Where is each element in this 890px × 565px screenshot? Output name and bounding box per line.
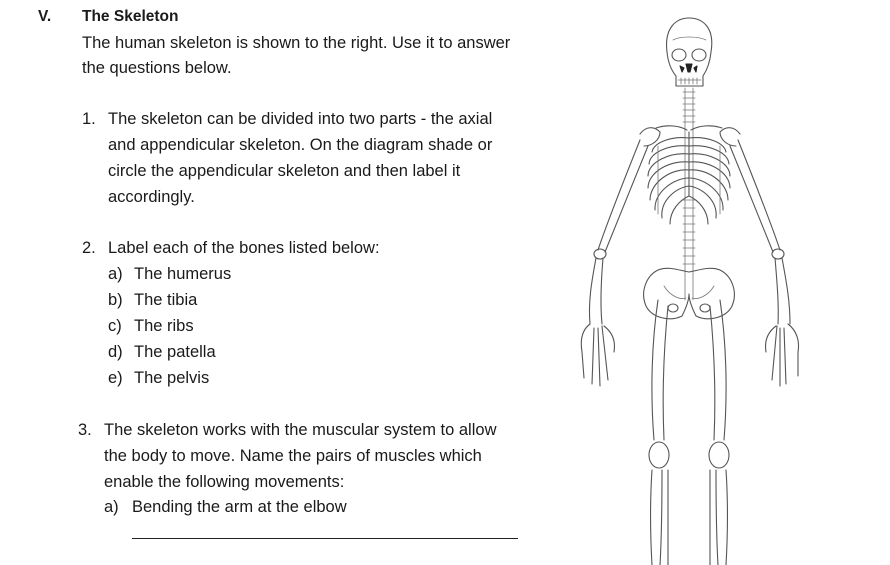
skeleton-diagram bbox=[570, 12, 840, 565]
item-letter: e) bbox=[108, 369, 123, 387]
item-letter: b) bbox=[108, 291, 123, 309]
item-letter: d) bbox=[108, 343, 123, 361]
item-letter: c) bbox=[108, 317, 122, 335]
section-number: V. bbox=[38, 8, 52, 25]
question-1-line: The skeleton can be divided into two parts - the axial bbox=[108, 110, 493, 128]
answer-line[interactable] bbox=[132, 538, 518, 539]
question-3-line: The skeleton works with the muscular system to allow bbox=[104, 421, 497, 439]
legs bbox=[649, 300, 729, 565]
intro-text-line-1: The human skeleton is shown to the right. Use it to answer bbox=[82, 34, 511, 52]
question-1-line: accordingly. bbox=[108, 188, 195, 206]
skull bbox=[667, 18, 712, 86]
hands bbox=[581, 324, 798, 386]
bone-item-pelvis: The pelvis bbox=[134, 369, 210, 387]
question-3-line: the body to move. Name the pairs of muscles which bbox=[104, 447, 482, 465]
pelvis bbox=[644, 268, 735, 318]
bone-item-patella: The patella bbox=[134, 343, 216, 361]
bone-item-ribs: The ribs bbox=[134, 317, 194, 335]
question-2-line: Label each of the bones listed below: bbox=[108, 239, 380, 257]
question-1-line: and appendicular skeleton. On the diagram shade or bbox=[108, 136, 493, 154]
intro-text-line-2: the questions below. bbox=[82, 59, 232, 77]
right-patella bbox=[709, 442, 729, 468]
item-letter: a) bbox=[108, 265, 123, 283]
question-3-line: enable the following movements: bbox=[104, 473, 345, 491]
bone-item-humerus: The humerus bbox=[134, 265, 232, 283]
movement-item-elbow: Bending the arm at the elbow bbox=[132, 498, 347, 516]
section-title: The Skeleton bbox=[82, 8, 179, 25]
shoulders bbox=[640, 126, 740, 146]
bone-item-tibia: The tibia bbox=[134, 291, 198, 309]
left-patella bbox=[649, 442, 669, 468]
question-3-number: 3. bbox=[78, 421, 92, 439]
item-letter: a) bbox=[104, 498, 119, 516]
rib-cage bbox=[648, 132, 730, 224]
question-1-line: circle the appendicular skeleton and then label it bbox=[108, 162, 461, 180]
question-2-number: 2. bbox=[82, 239, 96, 257]
question-1-number: 1. bbox=[82, 110, 96, 128]
